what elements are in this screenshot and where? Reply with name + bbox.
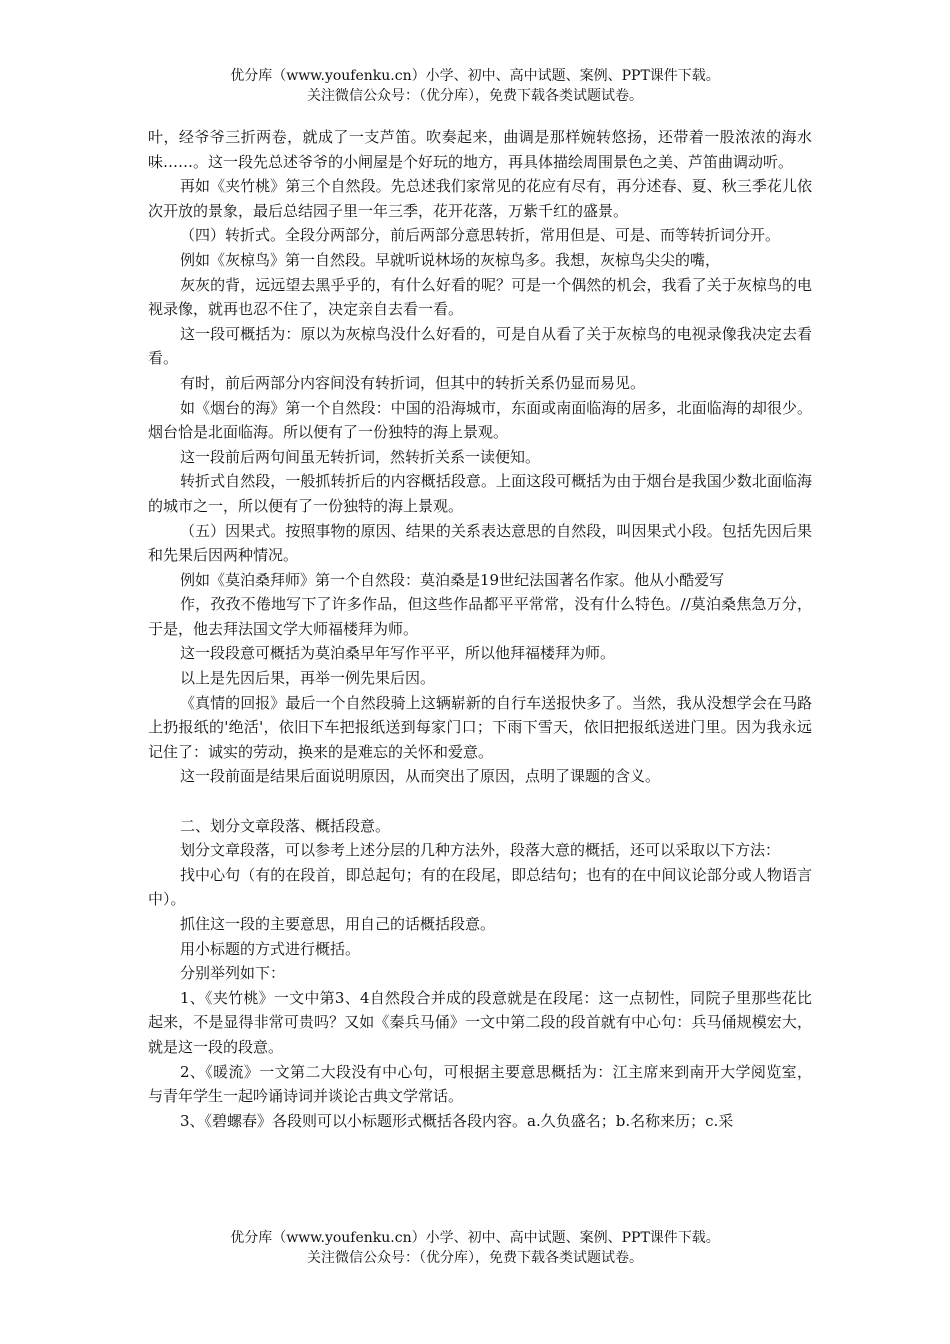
paragraph: 《真情的回报》最后一个自然段骑上这辆崭新的自行车送报快多了。当然，我从没想学会在马路上扔报纸的'绝活'，依旧下车把报纸送到每家门口；下雨下雪天，依旧把报纸送进门里。因为我永远记住了：诚实的劳动，换来的是难忘的关怀和爱意。 bbox=[148, 693, 812, 761]
paragraph: （五）因果式。按照事物的原因、结果的关系表达意思的自然段，叫因果式小段。包括先因后果和先果后因两种情况。 bbox=[148, 521, 812, 565]
paragraph: 灰灰的背，远远望去黑乎乎的，有什么好看的呢？可是一个偶然的机会，我看了关于灰椋鸟的电视录像，就再也忍不住了，决定亲自去看一看。 bbox=[148, 275, 812, 319]
paragraph: 例如《灰椋鸟》第一自然段。早就听说林场的灰椋鸟多。我想，灰椋鸟尖尖的嘴， bbox=[180, 250, 721, 269]
blank-line bbox=[148, 789, 812, 814]
header-line-2: 关注微信公众号：（优分库），免费下载各类试题试卷。 bbox=[307, 88, 643, 104]
paragraph: 用小标题的方式进行概括。 bbox=[180, 939, 361, 958]
paragraph: 找中心句（有的在段首，即总起句；有的在段尾，即总结句；也有的在中间议论部分或人物语言中）。 bbox=[148, 865, 812, 909]
paragraph: 这一段前面是结果后面说明原因，从而突出了原因，点明了课题的含义。 bbox=[180, 767, 661, 786]
paragraph: （四）转折式。全段分两部分，前后两部分意思转折，常用但是、可是、而等转折词分开。 bbox=[180, 226, 781, 245]
paragraph: 以上是先因后果，再举一例先果后因。 bbox=[180, 669, 436, 688]
page-footer bbox=[0, 1228, 950, 1268]
paragraph: 叶，经爷爷三折两卷，就成了一支芦笛。吹奏起来，曲调是那样婉转悠扬，还带着一股浓浓的海水味……。这一段先总述爷爷的小闸屋是个好玩的地方，再具体描绘周围景色之美、芦笛曲调动听。 bbox=[148, 128, 812, 171]
paragraph: 如《烟台的海》第一个自然段：中国的沿海城市，东面或南面临海的居多，北面临海的却很少。烟台恰是北面临海。所以便有了一份独特的海上景观。 bbox=[148, 398, 812, 442]
paragraph: 例如《莫泊桑拜师》第一个自然段：莫泊桑是19世纪法国著名作家。他从小酷爱写 bbox=[180, 570, 725, 589]
paragraph: 有时，前后两部分内容间没有转折词，但其中的转折关系仍显而易见。 bbox=[180, 373, 646, 392]
paragraph: 分别举列如下： bbox=[180, 964, 286, 983]
paragraph: 转折式自然段，一般抓转折后的内容概括段意。上面这段可概括为由于烟台是我国少数北面临海的城市之一，所以便有了一份独特的海上景观。 bbox=[148, 472, 812, 515]
paragraph: 2、《暖流》一文第二大段没有中心句，可根据主要意思概括为：江主席来到南开大学阅览室，与青年学生一起吟诵诗词并谈论古典文学常话。 bbox=[148, 1062, 812, 1106]
document-body bbox=[148, 125, 812, 1133]
header-line-1: 优分库（www.youfenku.cn）小学、初中、高中试题、案例、PPT课件下载。 bbox=[230, 68, 720, 84]
footer-line-2: 关注微信公众号：（优分库），免费下载各类试题试卷。 bbox=[307, 1250, 643, 1266]
paragraph: 抓住这一段的主要意思，用自己的话概括段意。 bbox=[180, 915, 496, 933]
paragraph: 3、《碧螺春》各段则可以小标题形式概括各段内容。a.久负盛名；b.名称来历；c.采 bbox=[180, 1111, 734, 1130]
paragraph: 再如《夹竹桃》第三个自然段。先总述我们家常见的花应有尽有，再分述春、夏、秋三季花儿依次开放的景象，最后总结园子里一年三季，花开花落，万紫千红的盛景。 bbox=[148, 177, 812, 220]
footer-line-1: 优分库（www.youfenku.cn）小学、初中、高中试题、案例、PPT课件下载。 bbox=[230, 1230, 720, 1246]
paragraph: 这一段前后两句间虽无转折词，然转折关系一读便知。 bbox=[180, 447, 541, 466]
paragraph: 作，孜孜不倦地写下了许多作品，但这些作品都平平常常，没有什么特色。//莫泊桑焦急万分，于是，他去拜法国文学大师福楼拜为师。 bbox=[148, 595, 812, 638]
page-header bbox=[0, 66, 950, 106]
paragraph: 划分文章段落，可以参考上述分层的几种方法外，段落大意的概括，还可以采取以下方法： bbox=[180, 841, 781, 860]
section-heading: 二、划分文章段落、概括段意。 bbox=[180, 816, 391, 835]
paragraph: 1、《夹竹桃》一文中第3、4自然段合并成的段意就是在段尾：这一点韧性，同院子里那些花比起来，不是显得非常可贵吗？又如《秦兵马俑》一文中第二段的段首就有中心句：兵马俑规模宏大，就是这一段的段意。 bbox=[148, 988, 812, 1056]
paragraph: 这一段段意可概括为莫泊桑早年写作平平，所以他拜福楼拜为师。 bbox=[180, 644, 616, 663]
paragraph: 这一段可概括为：原以为灰椋鸟没什么好看的，可是自从看了关于灰椋鸟的电视录像我决定去看看。 bbox=[148, 324, 812, 368]
